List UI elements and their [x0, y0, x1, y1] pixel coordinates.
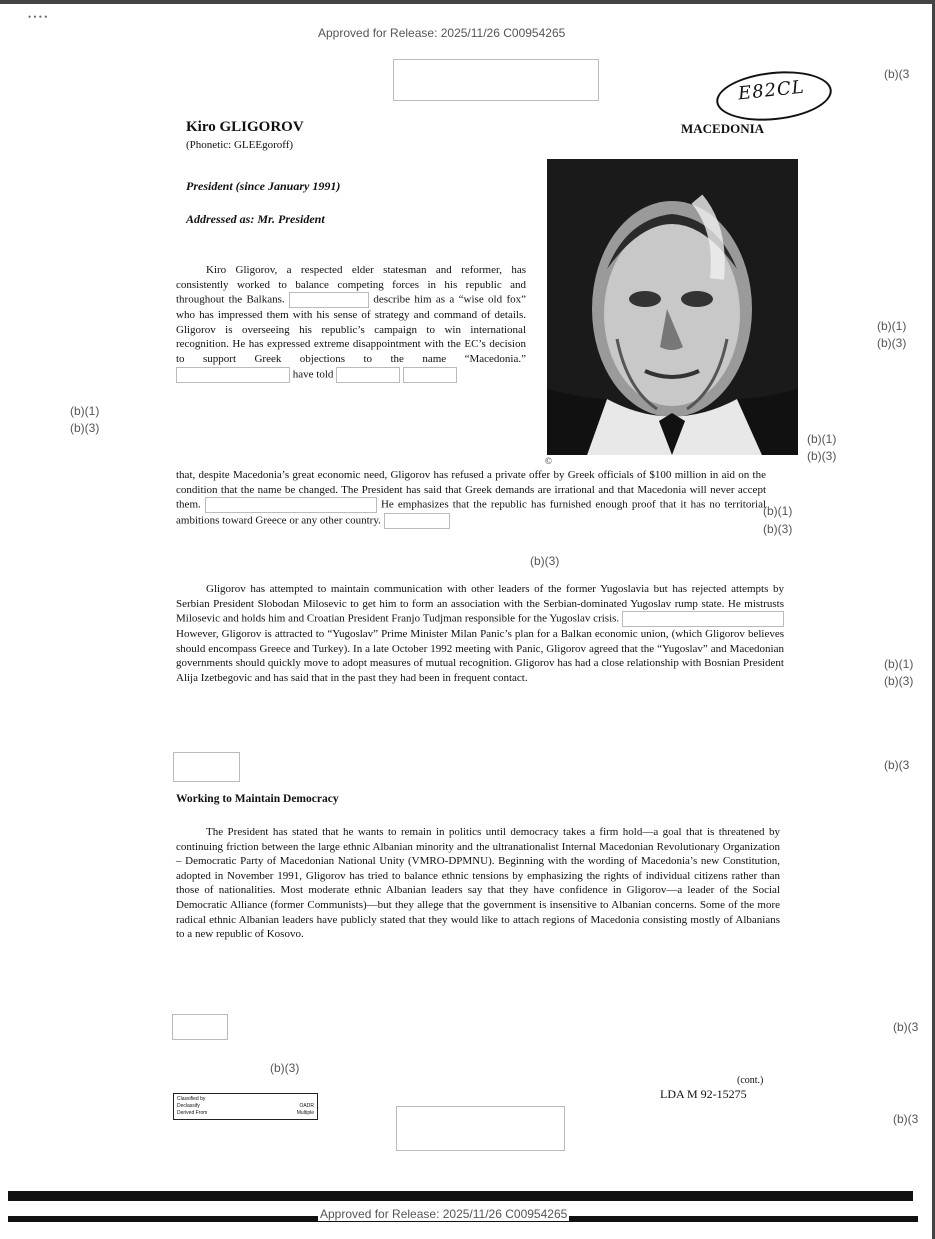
redaction-box-bottom [396, 1106, 565, 1151]
continued-note: (cont.) [737, 1075, 764, 1086]
photo-credit: © [545, 456, 552, 466]
redaction-inline [205, 497, 377, 513]
redaction-inline [336, 367, 400, 383]
para2-text-b: However, Gligorov is attracted to “Yugoslav” Prime Minister Milan Panic’s plan for a Balkan economic union, (which Gligorov believes should encompass Greece and Turkey). In a late October 1992 meeting with Panic, Gligorov agreed that the “Yugoslav” and Macedonian governments should quickly move to adopt measures of mutual recognition. Gligorov has had a close relationship with Bosnian President Alija Izetbegovic and has said that in the past they had been in frequent contact. [176, 628, 784, 684]
exemption-label: (b)(3 [893, 1112, 919, 1126]
subject-position: President (since January 1991) [186, 179, 341, 193]
paragraph-3 [176, 825, 780, 942]
footer-bar-1 [8, 1191, 913, 1201]
para2-text-a: Gligorov has attempted to maintain communication with other leaders of the former Yugoslavia but has rejected attempts by Serbian President Slobodan Milosevic to get him to form an association with the Serbian-dominated Yugoslav rump state. He mistrusts Milosevic and holds him and Croatian President Franjo Tudjman responsible for the Yugoslav crisis. [176, 583, 784, 625]
exemption-label: (b)(1) [884, 657, 914, 671]
handwritten-note: E82CL [737, 76, 806, 105]
redaction-inline [622, 611, 784, 627]
exemption-label: (b)(3) [763, 522, 793, 536]
para1-text-d: that, despite Macedonia’s great economic need, Gligorov has refused a private offer by Greek officials of $100 million in aid on the condition that the name be changed. The President has said that Greek demands are irrational and that Macedonia will never accept them. [176, 469, 766, 511]
subject-address: Addressed as: Mr. President [186, 212, 325, 226]
document-number: LDA M 92-15275 [660, 1087, 747, 1101]
paragraph-1 [176, 263, 526, 383]
exemption-label: (b)(1) [877, 319, 907, 333]
redaction-inline [403, 367, 457, 383]
classification-row: Classified by [177, 1096, 206, 1102]
scan-top-edge [0, 0, 935, 4]
section-heading: Working to Maintain Democracy [176, 793, 339, 805]
paragraph-1-continued [176, 468, 766, 529]
exemption-label: (b)(3) [884, 674, 914, 688]
subject-phonetic: (Phonetic: GLEEgoroff) [186, 139, 294, 151]
para1-text-b: describe him as a “wise old fox” who has impressed them with his sense of strategy and command of details. Gligorov is overseeing his republic’s campaign to win international recognition. He has expressed extreme disappointment with the EC’s decision to support Greek objections to the name “Macedonia.” [176, 293, 527, 365]
exemption-label: (b)(3) [877, 336, 907, 350]
exemption-label: (b)(3) [530, 554, 560, 568]
paragraph-2 [176, 582, 784, 686]
exemption-label: (b)(1) [763, 504, 793, 518]
redaction-box [173, 752, 240, 782]
exemption-label: (b)(3 [884, 758, 910, 772]
portrait-photo [547, 159, 798, 455]
exemption-label: (b)(1) [807, 432, 837, 446]
subject-name: Kiro GLIGOROV [186, 119, 304, 135]
para1-text-e: He emphasizes that the republic has furnished enough proof that it has no territorial ambitions toward Greece or any other country. [176, 498, 767, 527]
footer-release-stamp: Approved for Release: 2025/11/26 C00954265 [320, 1207, 568, 1221]
exemption-label: (b)(3) [70, 421, 100, 435]
scan-corner-marks: • • • • [28, 12, 48, 22]
portrait-graphic [547, 159, 798, 455]
para1-text-c: have told [292, 368, 334, 381]
exemption-label: (b)(3 [893, 1020, 919, 1034]
exemption-label: (b)(3 [884, 67, 910, 81]
classification-row: Declassify OADR [177, 1103, 314, 1109]
redaction-inline [384, 513, 450, 529]
header-release-stamp: Approved for Release: 2025/11/26 C00954265 [318, 26, 566, 40]
classification-row: Derived From Multiple [177, 1110, 314, 1116]
para3-text: The President has stated that he wants to remain in politics until democracy takes a firm hold—a goal that is threatened by continuing friction between the large ethnic Albanian minority and the ultranationalist Internal Macedonian Revolutionary Organization – Democratic Party of Macedonian National Unity (VMRO-DPMNU). Beginning with the wording of Macedonia’s new Constitution, adopted in November 1991, Gligorov has tried to balance ethnic tensions by emphasizing the rights of individual citizens rather than those of nationalities. Most moderate ethnic Albanian leaders say that they have confidence in Gligorov—a leader of the Social Democratic Alliance (former Communists)—but they allege that the government is insensitive to Albanian concerns. Some of the more radical ethnic Albanian leaders have publicly stated that they would like to attach regions of Macedonia consisting mostly of Albanians to a new republic of Kosovo. [176, 826, 780, 941]
para1-text-a: Kiro Gligorov, a respected elder statesman and reformer, has consistently worked to balance competing forces in his republic and throughout the Balkans. [176, 264, 526, 306]
classification-box [173, 1093, 318, 1120]
redaction-box-top [393, 59, 599, 101]
redaction-inline [176, 367, 290, 383]
redaction-inline [289, 292, 369, 308]
exemption-label: (b)(3) [807, 449, 837, 463]
exemption-label: (b)(3) [270, 1061, 300, 1075]
redaction-box [172, 1014, 228, 1040]
exemption-label: (b)(1) [70, 404, 100, 418]
subject-country: MACEDONIA [681, 121, 765, 136]
